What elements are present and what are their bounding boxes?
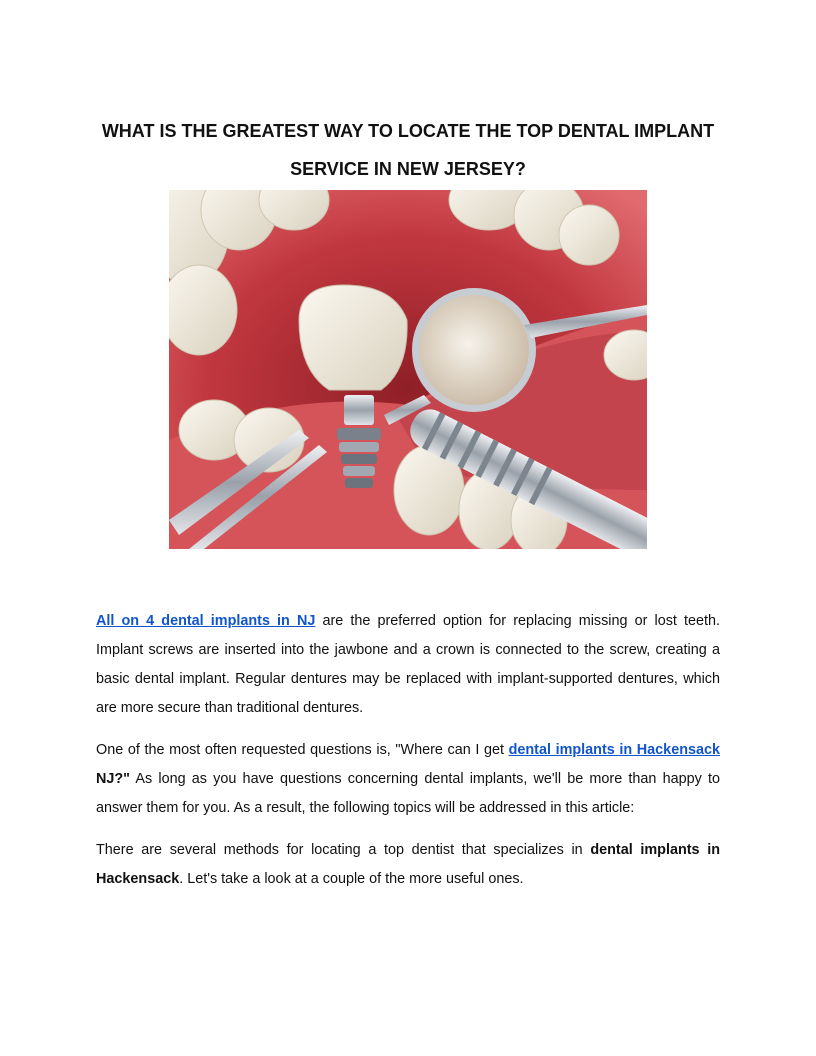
all-on-4-implants-link[interactable]: All on 4 dental implants in NJ [96,613,316,629]
paragraph-2-bold: NJ?" [96,771,131,787]
paragraph-2-text-before: One of the most often requested questions is, "Where can I get [96,742,509,758]
paragraph-3-bold: dental implants in Hackensack [96,842,720,887]
paragraph-3 [96,836,720,894]
page-title [96,112,720,188]
title-line-1: WHAT IS THE GREATEST WAY TO LOCATE THE TOP DENTAL IMPLANT [101,121,715,141]
title-line-2: SERVICE IN NEW JERSEY? [290,159,526,179]
paragraph-1-text: are the preferred option for replacing missing or lost teeth. Implant screws are inserted into the jawbone and a crown is connected to the screw, creating a basic dental implant. Regular dentures may be replaced with implant-supported dentures, which are more secure than traditional dentures. [96,613,720,716]
paragraph-1 [96,607,720,723]
paragraph-3-text-before: There are several methods for locating a top dentist that specializes in [96,842,591,858]
paragraph-2 [96,736,720,823]
dental-implant-illustration [169,190,647,549]
hackensack-implants-link[interactable]: dental implants in Hackensack [508,742,720,758]
article-body [96,607,720,907]
paragraph-3-text-after: . Let's take a look at a couple of the more useful ones. [179,871,524,887]
paragraph-2-text-after: As long as you have questions concerning dental implants, we'll be more than happy to answer them for you. As a result, the following topics will be addressed in this article: [96,771,720,816]
